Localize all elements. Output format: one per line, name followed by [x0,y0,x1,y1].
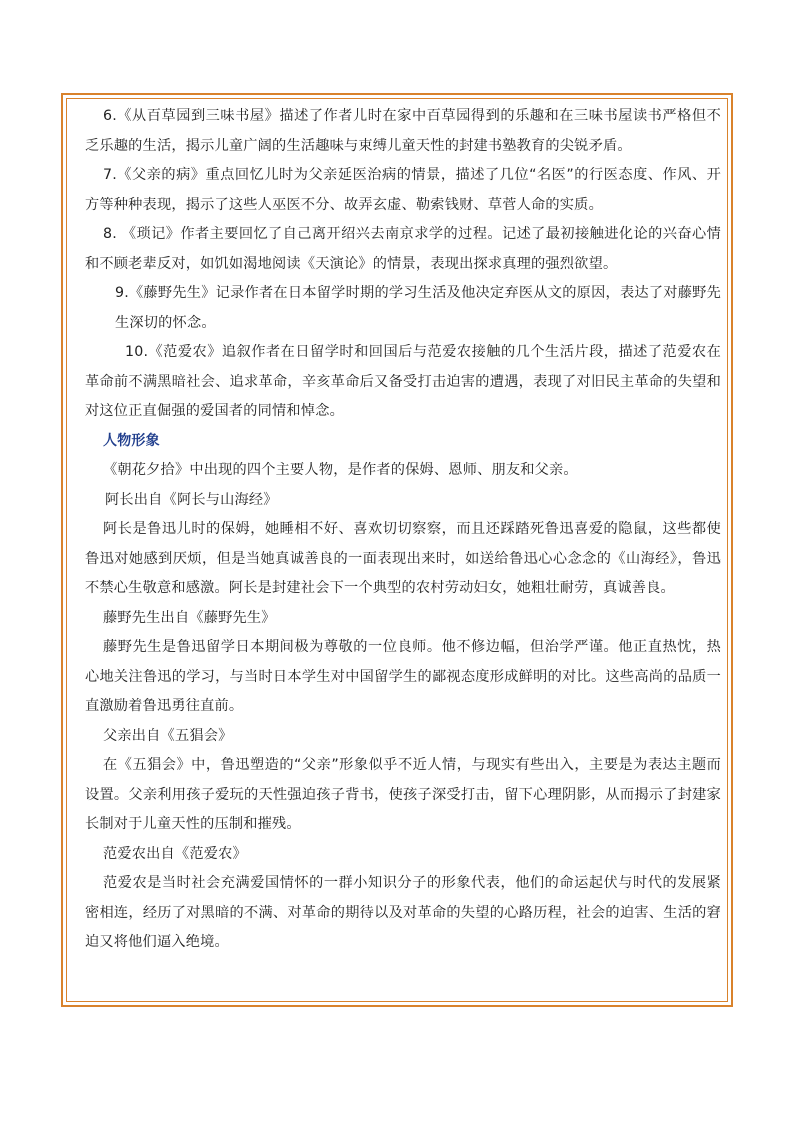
character-description: 阿长是鲁迅儿时的保姆，她睡相不好、喜欢切切察察，而且还踩踏死鲁迅喜爱的隐鼠，这些都使鲁迅对她感到厌烦，但是当她真诚善良的一面表现出来时，如送给鲁迅心心念念的《山海经》，鲁迅不禁心生敬意和感激。阿长是封建社会下一个典型的农村劳动妇女，她粗壮耐劳，真诚善良。 [85,521,721,596]
character-source: 阿长出自《阿长与山海经》 [105,491,278,508]
document-body [85,102,721,958]
summary-paragraph-7: 7.《父亲的病》重点回忆儿时为父亲延医治病的情景，描述了几位“名医”的行医态度、作风、开方等种种表现，揭示了这些人巫医不分、故弄玄虚、勒索钱财、草菅人命的实质。 [85,167,721,213]
character-source: 父亲出自《五猖会》 [103,727,233,744]
character-source: 范爱农出自《范爱农》 [103,845,247,862]
summary-paragraph-8: 8. 《琐记》作者主要回忆了自己离开绍兴去南京求学的过程。记述了最初接触进化论的兴奋心情和不顾老辈反对，如饥如渴地阅读《天演论》的情景，表现出探求真理的强烈欲望。 [85,226,721,272]
summary-paragraph-10: 10.《范爱农》追叙作者在日留学时和回国后与范爱农接触的几个生活片段，描述了范爱农在革命前不满黑暗社会、追求革命，辛亥革命后又备受打击迫害的遭遇，表现了对旧民主革命的失望和对这位正直倔强的爱国者的同情和悼念。 [85,344,721,419]
character-description: 藤野先生是鲁迅留学日本期间极为尊敬的一位良师。他不修边幅，但治学严谨。他正直热忱，热心地关注鲁迅的学习，与当时日本学生对中国留学生的鄙视态度形成鲜明的对比。这些高尚的品质一直激励着鲁迅勇往直前。 [85,639,721,714]
character-source: 藤野先生出自《藤野先生》 [103,609,276,626]
summary-paragraph-6: 6.《从百草园到三味书屋》描述了作者儿时在家中百草园得到的乐趣和在三味书屋读书严格但不乏乐趣的生活，揭示儿童广阔的生活趣味与束缚儿童天性的封建书塾教育的尖锐矛盾。 [85,108,721,154]
section-heading: 人物形象 [103,432,160,449]
summary-paragraph-9: 9.《藤野先生》记录作者在日本留学时期的学习生活及他决定弃医从文的原因，表达了对藤野先生深切的怀念。 [115,285,721,331]
section-intro: 《朝花夕拾》中出现的四个主要人物，是作者的保姆、恩师、朋友和父亲。 [103,462,578,478]
character-description: 范爱农是当时社会充满爱国情怀的一群小知识分子的形象代表，他们的命运起伏与时代的发展紧密相连，经历了对黑暗的不满、对革命的期待以及对革命的失望的心路历程，社会的迫害、生活的窘迫又将他们逼入绝境。 [85,875,721,950]
character-description: 在《五猖会》中，鲁迅塑造的“父亲”形象似乎不近人情，与现实有些出入，主要是为表达主题而设置。父亲利用孩子爱玩的天性强迫孩子背书，使孩子深受打击，留下心理阴影，从而揭示了封建家长制对于儿童天性的压制和摧残。 [85,757,721,832]
